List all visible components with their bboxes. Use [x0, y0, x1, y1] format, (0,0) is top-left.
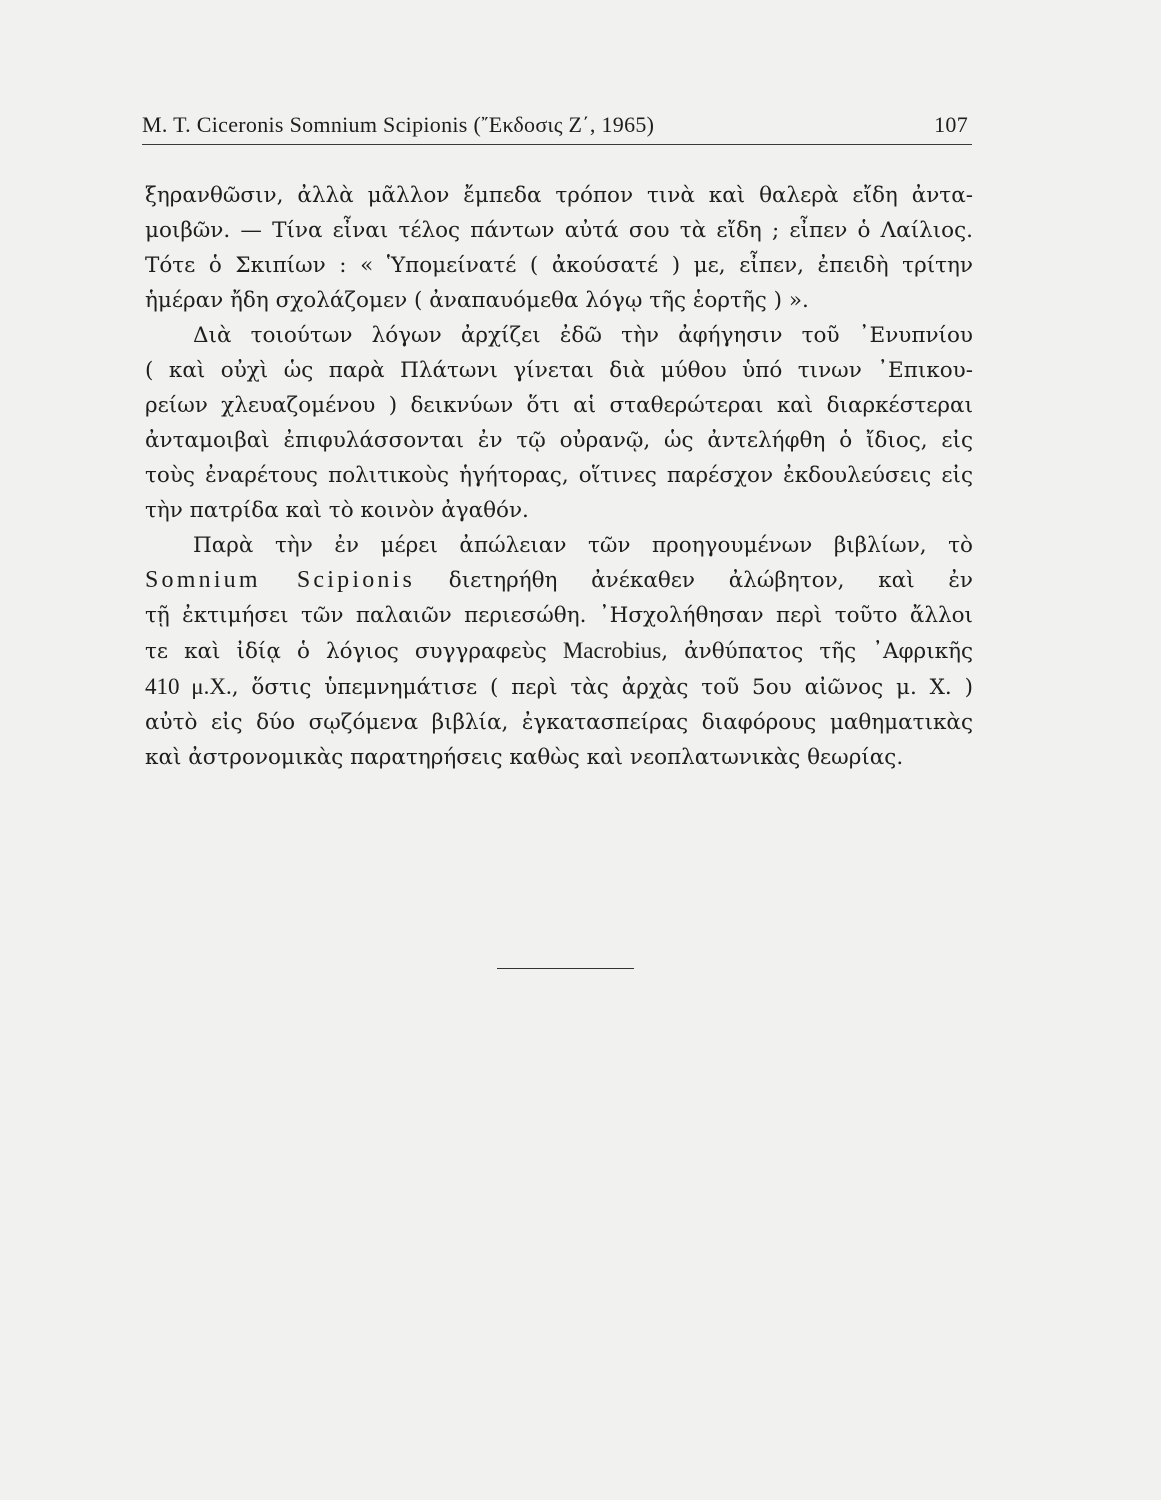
text-line: Παρὰ τὴν ἐν μέρει ἀπώλειαν τῶν προηγουμένων βιβλίων, τὸ	[193, 533, 973, 558]
text-line	[145, 633, 973, 669]
page-number: 107	[934, 112, 968, 137]
text-line: τὴν πατρίδα καὶ τὸ κοινὸν ἀγαθόν.	[145, 498, 529, 523]
text-line: ξηρανθῶσιν, ἀλλὰ μᾶλλον ἔμπεδα τρόπον τινὰ καὶ θαλερὰ εἴδη ἀντα-	[145, 183, 973, 208]
end-rule	[497, 968, 634, 969]
text-line: ἡμέραν ἤδη σχολάζομεν ( ἀναπαυόμεθα λόγῳ τῆς ἑορτῆς ) ».	[145, 288, 809, 313]
text-line: ( καὶ οὐχὶ ὡς παρὰ Πλάτωνι γίνεται διὰ μύθου ὑπό τινων ᾿Επικου-	[145, 358, 973, 383]
text-line	[145, 563, 973, 598]
text-segment: τε καὶ ἰδίᾳ ὁ λόγιος συγγραφεὺς	[145, 639, 547, 664]
text-line: αὐτὸ εἰς δύο σῳζόμενα βιβλία, ἐγκατασπείρας διαφόρους μαθηματικὰς	[145, 710, 973, 735]
text-line: Τότε ὁ Σκιπίων : « Ὑπομείνατέ ( ἀκούσατέ ) με, εἶπεν, ἐπειδὴ τρίτην	[145, 253, 973, 278]
paragraph-2	[145, 318, 973, 528]
text-line	[145, 669, 973, 705]
text-line: μοιβῶν. — Τίνα εἶναι τέλος πάντων αὐτά σου τὰ εἴδη ; εἶπεν ὁ Λαίλιος.	[145, 218, 973, 243]
author-name: Macrobius	[562, 638, 662, 663]
body-text	[145, 178, 973, 775]
text-segment: , ἀνθύπατος τῆς ᾿Αφρικῆς	[661, 639, 973, 664]
text-segment: , ὅστις ὑπεμνημάτισε ( περὶ τὰς ἀρχὰς τοῦ 5ου αἰῶνος μ. Χ. )	[231, 675, 974, 700]
text-line: ρείων χλευαζομένου ) δεικνύων ὅτι αἱ σταθερώτεραι καὶ διαρκέστεραι	[145, 393, 973, 418]
text-line: ἀνταμοιβαὶ ἐπιφυλάσσονται ἐν τῷ οὐρανῷ, ὡς ἀντελήφθη ὁ ἴδιος, εἰς	[145, 428, 973, 453]
running-title: M. T. Ciceronis Somnium Scipionis (῎Εκδοσις Ζ΄, 1965)	[142, 112, 655, 137]
text-segment: διετηρήθη ἀνέκαθεν ἀλώβητον, καὶ ἐν	[448, 568, 973, 593]
date-segment: 410 μ.Χ.	[145, 674, 232, 699]
text-line: τῇ ἐκτιμήσει τῶν παλαιῶν περιεσώθη. ᾿Ησχολήθησαν περὶ τοῦτο ἄλλοι	[145, 603, 973, 628]
work-title: Somnium Scipionis	[145, 567, 416, 593]
running-header	[142, 108, 972, 145]
text-line: Διὰ τοιούτων λόγων ἀρχίζει ἐδῶ τὴν ἀφήγησιν τοῦ ᾿Ενυπνίου	[193, 323, 973, 348]
paragraph-3	[145, 528, 973, 775]
text-line: καὶ ἀστρονομικὰς παρατηρήσεις καθὼς καὶ νεοπλατωνικὰς θεωρίας.	[145, 745, 904, 770]
text-line: τοὺς ἐναρέτους πολιτικοὺς ἡγήτορας, οἵτινες παρέσχον ἐκδουλεύσεις εἰς	[145, 463, 973, 488]
paragraph-1	[145, 178, 973, 318]
